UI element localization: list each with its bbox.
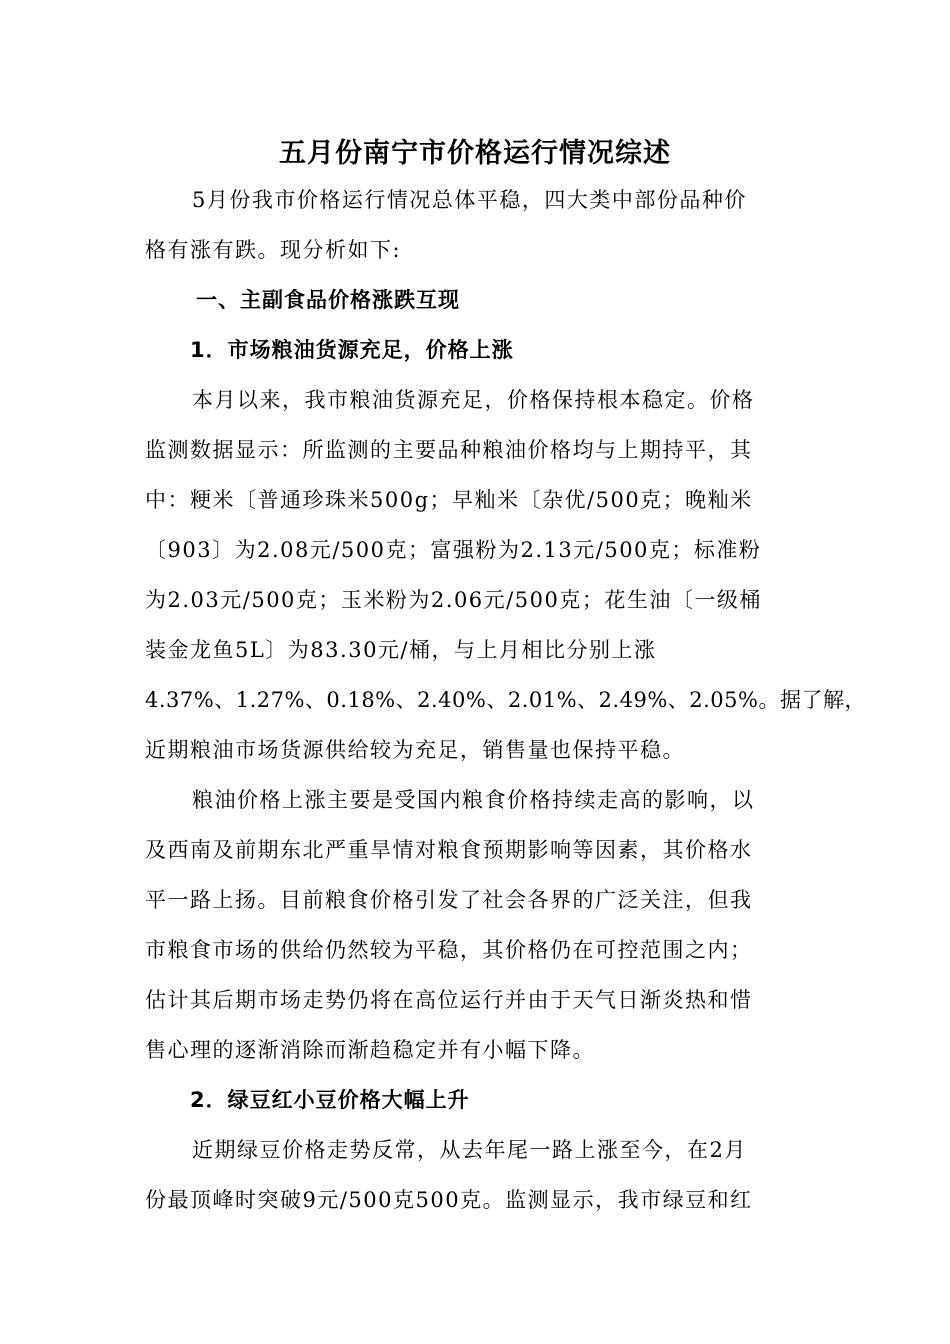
paragraph-line: 粮油价格上涨主要是受国内粮食价格持续走高的影响，以 xyxy=(192,788,755,812)
paragraph-line: 及西南及前期东北严重旱情对粮食预期影响等因素，其价格水 xyxy=(145,838,753,862)
paragraph-line: 〔903〕为2.08元/500克；富强粉为2.13元/500克；标准粉 xyxy=(145,538,762,562)
paragraph-line: 本月以来，我市粮油货源充足，价格保持根本稳定。价格 xyxy=(192,388,755,412)
paragraph-line: 平一路上扬。目前粮食价格引发了社会各界的广泛关注，但我 xyxy=(145,888,753,912)
paragraph-line: 售心理的逐渐消除而渐趋稳定并有小幅下降。 xyxy=(145,1038,595,1062)
paragraph-line: 装金龙鱼5L〕为83.30元/桶，与上月相比分别上涨 xyxy=(145,638,657,662)
paragraph-line: 估计其后期市场走势仍将在高位运行并由于天气日渐炎热和惜 xyxy=(145,988,753,1012)
paragraph-line: 市粮食市场的供给仍然较为平稳，其价格仍在可控范围之内； xyxy=(145,938,753,962)
subsection-heading-1: 1．市场粮油货源充足，价格上涨 xyxy=(190,338,514,362)
intro-line-2: 格有涨有跌。现分析如下: xyxy=(145,238,402,262)
section-heading-1: 一、主副食品价格涨跌互现 xyxy=(196,288,460,312)
paragraph-line: 近期粮油市场货源供给较为充足，销售量也保持平稳。 xyxy=(145,738,685,762)
intro-line-1: 5月份我市价格运行情况总体平稳，四大类中部份品种价 xyxy=(192,188,747,212)
paragraph-line: 份最顶峰时突破9元/500克500克。监测显示，我市绿豆和红 xyxy=(145,1188,753,1212)
document-title: 五月份南宁市价格运行情况综述 xyxy=(279,138,671,169)
subsection-heading-2: 2．绿豆红小豆价格大幅上升 xyxy=(190,1088,470,1112)
paragraph-line: 4.37%、1.27%、0.18%、2.40%、2.01%、2.49%、2.05%。据了解， xyxy=(145,688,866,712)
paragraph-line: 监测数据显示：所监测的主要品种粮油价格均与上期持平，其 xyxy=(145,438,753,462)
paragraph-line: 近期绿豆价格走势反常，从去年尾一路上涨至今，在2月 xyxy=(192,1138,747,1162)
paragraph-line: 中：粳米〔普通珍珠米500g；早籼米〔杂优/500克；晚籼米 xyxy=(145,488,753,512)
paragraph-line: 为2.03元/500克；玉米粉为2.06元/500克；花生油〔一级桶 xyxy=(145,588,762,612)
